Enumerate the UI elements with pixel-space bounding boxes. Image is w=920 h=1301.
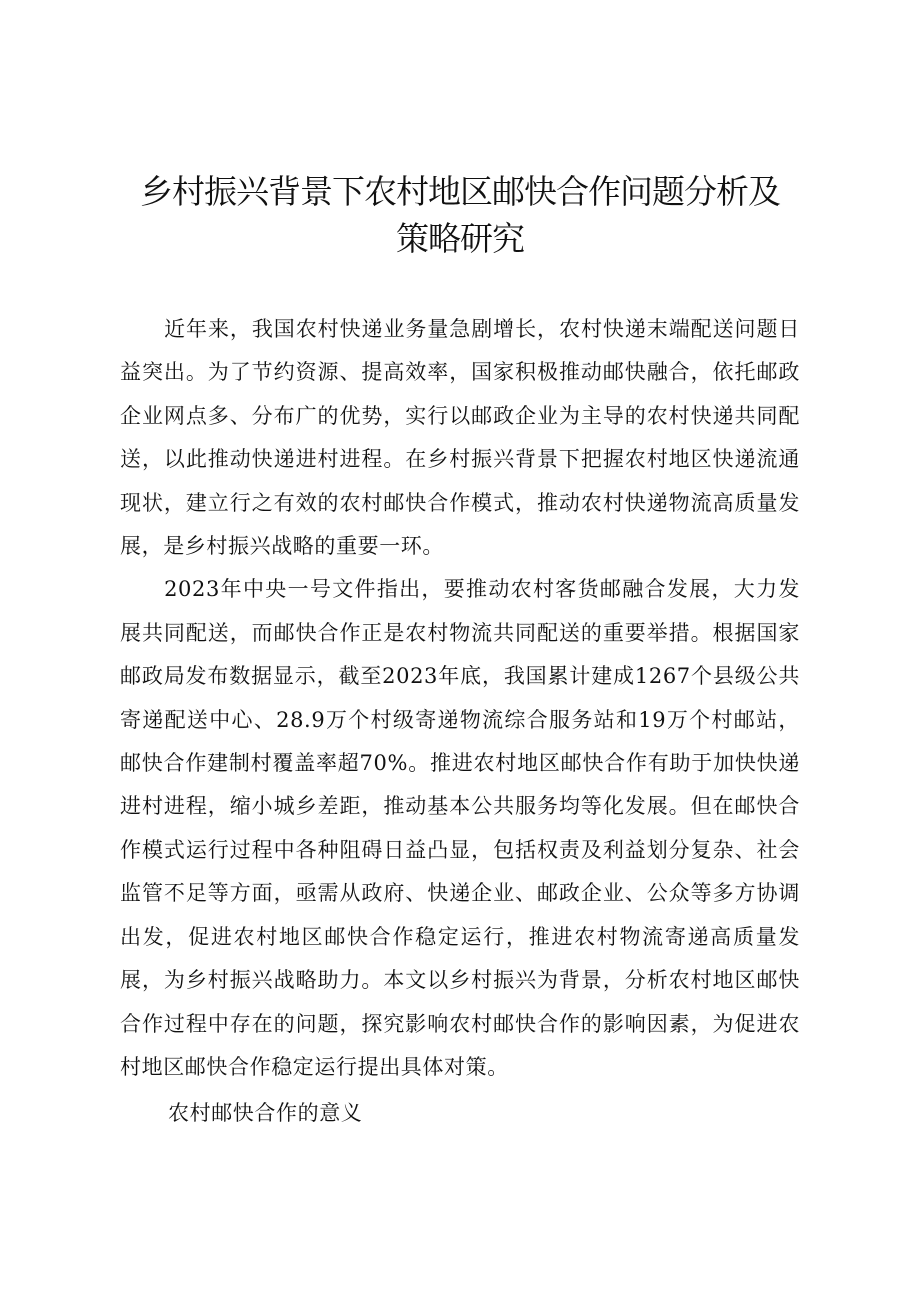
document-body	[120, 308, 800, 1089]
document-title	[120, 168, 800, 262]
title-line-1: 乡村振兴背景下农村地区邮快合作问题分析及	[140, 172, 780, 211]
title-line-2: 策略研究	[396, 219, 524, 258]
paragraph-background: 2023年中央一号文件指出，要推动农村客货邮融合发展，大力发展共同配送，而邮快合作正是农村物流共同配送的重要举措。根据国家邮政局发布数据显示，截至2023年底，我国累计建成1267个县级公共寄递配送中心、28.9万个村级寄递物流综合服务站和19万个村邮站，邮快合作建制村覆盖率超70%。推进农村地区邮快合作有助于加快快递进村进程，缩小城乡差距，推动基本公共服务均等化发展。但在邮快合作模式运行过程中各种阻碍日益凸显，包括权责及利益划分复杂、社会监管不足等方面，亟需从政府、快递企业、邮政企业、公众等多方协调出发，促进农村地区邮快合作稳定运行，推进农村物流寄递高质量发展，为乡村振兴战略助力。本文以乡村振兴为背景，分析农村地区邮快合作过程中存在的问题，探究影响农村邮快合作的影响因素，为促进农村地区邮快合作稳定运行提出具体对策。	[120, 577, 800, 1079]
section-heading: 农村邮快合作的意义	[168, 1101, 363, 1125]
paragraph-intro: 近年来，我国农村快递业务量急剧增长，农村快递末端配送问题日益突出。为了节约资源、提高效率，国家积极推动邮快融合，依托邮政企业网点多、分布广的优势，实行以邮政企业为主导的农村快递共同配送，以此推动快递进村进程。在乡村振兴背景下把握农村地区快递流通现状，建立行之有效的农村邮快合作模式，推动农村快递物流高质量发展，是乡村振兴战略的重要一环。	[120, 317, 800, 559]
